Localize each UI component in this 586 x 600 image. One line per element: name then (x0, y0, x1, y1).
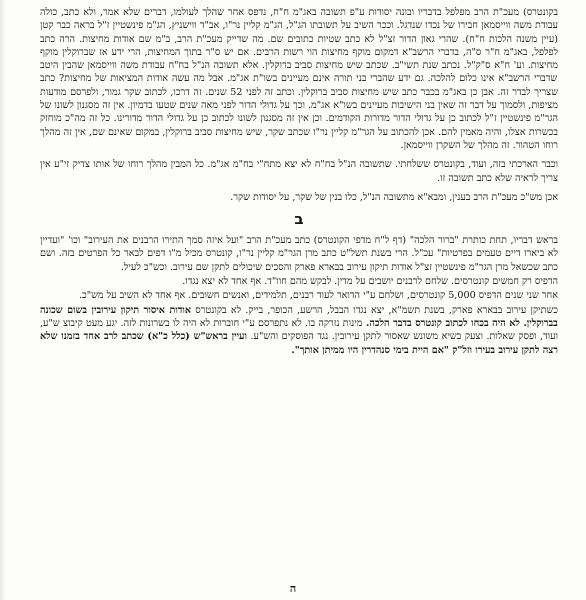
page-number: ה (289, 582, 297, 595)
text-line: גם ידע שהברי בני תורה אינם מעיינים בשו"ת אג"מ. אבל מה עשה אודות המציאות של מחיצות? כתב (40, 73, 424, 85)
text-line: הרשב"א דמקום מוקף מחיצות הוי רשות הרבים. אם יש ס"ר בתוך המחיצות, הרי ידע אז שברוקלין (58, 46, 435, 58)
text-line: הגר"מ פינשטיין ז"ל לכתוב כן על גדולי הדור מדורות הקודמים. וכן אין זה מסגנון לשונו לכתוב כן על (183, 113, 559, 125)
text-line: מוקף מחיצות. וע' ח"א ס"ק"ל. נכתב שנת תשי"ב. שכתב שיש מחיצות סביב ברוקלין. (40, 46, 558, 72)
text-line: אלא תשובה הנ"ל בח"ח עבודת משה ווייסמאן שהבין היטב שדברי הרשב"א אינו כלום להלכה. (40, 60, 558, 85)
text-line: ועוד, ופסק שאלות. וצעק בשיא משונש שאסור לתקן עירובין. נגד הפוסקים והש"ע. (246, 331, 558, 343)
text-line: הדפיס רק חמשים קונטרסים. שלחם לרבנים יושבים על מדין. לבקש מהם חוו"ד. אף אחד לא (214, 276, 558, 288)
section-heading: ב (294, 210, 304, 229)
text-line: סמך התירו הרבנים את העירוב" וכו' "ועדיין לא ביארו דיים טעמים בפרטיות" עכ"ל. (40, 235, 558, 260)
paragraph-3 (40, 191, 558, 204)
text-line: הרי בשנת תשל"ט כתב מרן הגר"מ קליין נר"ו, קונטרס מכיל מ"ו דפים לבאר כל הפרטים בזה. (55, 248, 408, 260)
text-line: שצריך לבדר זה. אבן כן באג"מ בכבר כתב שיש מחיצות סביב ברוקלין. וכתב זה לפני 52 שנים. (201, 86, 558, 98)
paragraph-2 (40, 158, 558, 185)
paragraph-6 (40, 289, 558, 302)
text-line: בראש דבריו, תחת כותרת "ברור הלכה" (דף ל"ח מדפי הקונטרס) כתב מעכ"ת הרב "ועל איזה (202, 235, 558, 247)
text-line: כשתיקן עירוב בבארא פארק, בשנת תשמ"א, יצא נגדו הבבל, הרשע, הכופר, בייק. לא בקונטרס (191, 304, 558, 316)
text-line: מה שדייק מעכ"ת הרב, ב"מ שם אודות מחיצות. הרה כתב לפלפל, באג"מ ח"ר ס"ה, בדברי (40, 33, 558, 58)
text-line: אודות איסור תיקון עירובין בשום שכונה בברוקלין. לא היה בכחו לכתוב קונטרס בדבר הלכה. (40, 304, 558, 329)
document-body (40, 6, 558, 358)
text-line: חשובים. אף אחד לא השיב על מש"כ. (78, 290, 220, 302)
text-line: משנה הלכות ח"ח). שהרי גאון הדור זצ"ל לא כתב שטיות כתובים שם. (263, 33, 538, 45)
text-line: ועיין בראש"ש (כלל כ"א) שכתב לרב אחד בזמנו שלא רצה לתקן עירוב בעירו וזל"ק (40, 331, 558, 356)
paragraph-1 (40, 6, 558, 152)
text-line: של השקרן ווייסמאן. (400, 139, 475, 151)
paragraph-7 (40, 304, 558, 357)
text-line: מינות נזרקה בו. לא נתפרסם ע"י חוברות לא היה לו בשרונות לזה. יגע מעט קיבוצ ש"ע, (40, 317, 363, 329)
paragraph-4 (40, 234, 558, 274)
text-line: הג"ל, הג"מ קליין נר"ו, אב"ד ווישניץ, הג"מ פינשטיין ז"ל בראה כבר קטן (עיין (40, 20, 558, 45)
text-line: וכבר הארכתי בזה, ועוד, בקונטרס ששלחתי. שתשובה הנ"ל בח"ח לא יצא מתח"י בח"מ אג"מ. (203, 159, 558, 171)
text-line: ושם כתב שכשאל מרן הגר"מ פינשטיין זצ"ל אודות תיקון עירוב בבארא פארק והסכים שיכולים לתקן (40, 248, 558, 273)
text-line: נר"ו שכתב שקר, שיש מחיצות סביב ברוקלין, במקום שאינם שם, אין זה מהלך רוחו הטהור. זה מהלך (40, 126, 558, 151)
text-line: מעיינים בשו"א אג"מ. וכך על גדולי הדור לפני מאה שנים שטעו בדמיון. אין זה מסגנון לשונו של (40, 100, 389, 112)
text-line: יצא נגדו. (182, 276, 215, 288)
text-line: זה דרכו, לכתוב שקר גמור, ולפרסם מודעות מציפות, ולסמוך על דבר זה שאין בני הישיבות (40, 86, 558, 112)
text-line: דברים שלא אמר, ולא כתב, כולה עבודת משה ווייסמאן חבירו של נכדו שנדגל. וככר השיב על תשובתו (40, 7, 558, 32)
paragraph-5 (40, 275, 558, 288)
text-line: אחר שני שנים הדפיס 5,000 קונטרסים, ושלחם ע"י הדואר לעוד רבנים, תלמידים, ואנשים (219, 290, 558, 302)
scan-edge (0, 0, 6, 600)
text-line: שם עירוב. וכש"כ לעיל. (120, 261, 209, 273)
text-line: גדולי הדור מדורינו. כל זה מה"כ מוחזק בכשרות אצלו, והיה מאמין להם. אכן להכתוב על הגר"מ קליין (40, 113, 558, 138)
text-line: בקונטרס) מעכ"ת הרב מפלפל בדבריו ובונה יסודות ע"פ תשובה באג"מ ח"ח, נדפס אחר שהלך לעולמו, (166, 7, 558, 18)
text-line: "אם היית בימי סנהדרין היו ממיתן אותך". (291, 344, 449, 356)
text-line: אכן מש"כ מעכ"ת הרב בענין, ומבא"א מתשובה הנ"ל, כלו בנין של שקר, על יסודות שקר. (230, 191, 558, 203)
text-line: כל המבין מהלך רוחו של אותו צדיק זי"ע אין צריך לראיה שלא כתב תשובה זו. (40, 159, 558, 184)
